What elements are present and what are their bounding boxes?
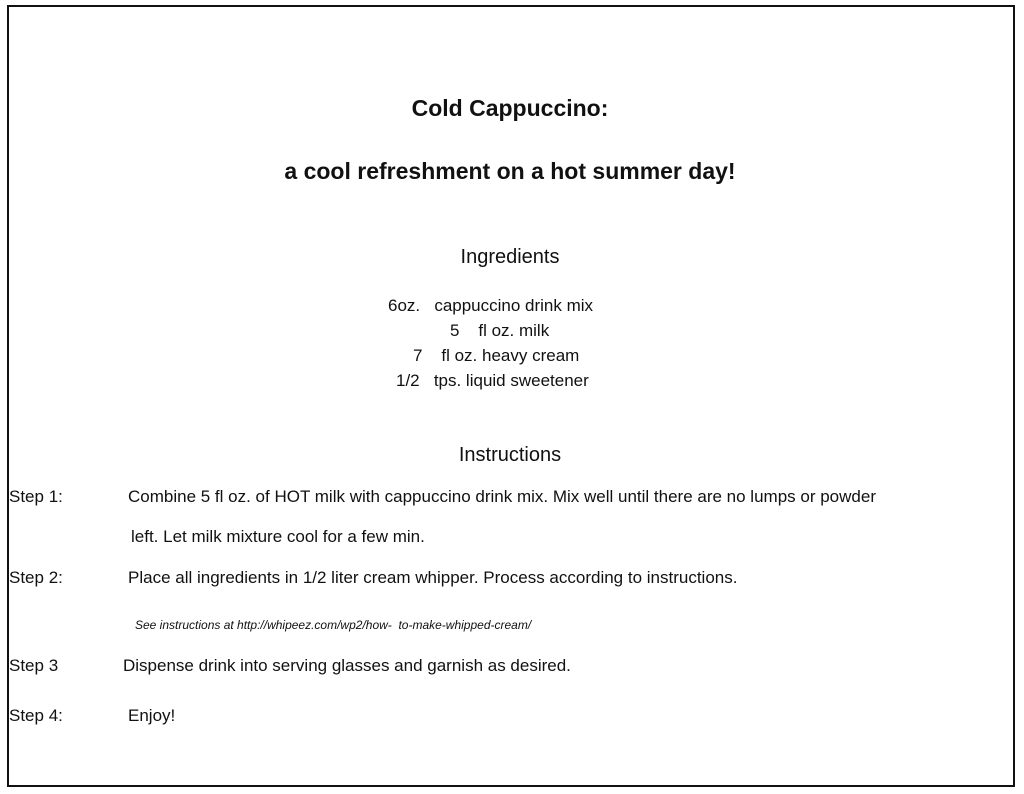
step-text: Combine 5 fl oz. of HOT milk with cappuccino drink mix. Mix well until there are no lumps or powder xyxy=(128,487,876,506)
recipe-subtitle: a cool refreshment on a hot summer day! xyxy=(284,158,736,184)
ingredients-heading: Ingredients xyxy=(460,246,560,268)
step-text: left. Let milk mixture cool for a few min. xyxy=(131,527,425,546)
ingredient-item xyxy=(450,321,549,341)
step-text: Enjoy! xyxy=(128,706,176,725)
ingredient-qty: 1/2 xyxy=(396,371,420,390)
page-border xyxy=(7,5,1015,787)
ingredient-name: fl oz. heavy cream xyxy=(441,346,580,365)
ingredient-qty: 7 xyxy=(413,346,423,365)
step-text: Dispense drink into serving glasses and garnish as desired. xyxy=(123,656,571,675)
step-text: Place all ingredients in 1/2 liter cream whipper. Process according to instructions. xyxy=(128,568,738,587)
step-label: Step 4: xyxy=(9,706,63,725)
recipe-title: Cold Cappuccino: xyxy=(411,95,609,121)
instructions-link-note: See instructions at http://whipeez.com/wp2/how- to-make-whipped-cream/ xyxy=(135,618,532,632)
ingredient-qty: 5 xyxy=(450,321,460,340)
step-label: Step 3 xyxy=(9,656,59,675)
ingredient-item xyxy=(396,371,589,391)
step-label: Step 1: xyxy=(9,487,63,506)
ingredient-item xyxy=(413,346,579,366)
ingredient-name: tps. liquid sweetener xyxy=(433,371,589,390)
ingredient-item xyxy=(388,296,593,316)
ingredient-name: cappuccino drink mix xyxy=(434,296,594,315)
step-label: Step 2: xyxy=(9,568,63,587)
ingredient-name: fl oz. milk xyxy=(478,321,550,340)
ingredient-qty: 6oz. xyxy=(388,296,421,315)
instructions-heading: Instructions xyxy=(458,444,562,466)
